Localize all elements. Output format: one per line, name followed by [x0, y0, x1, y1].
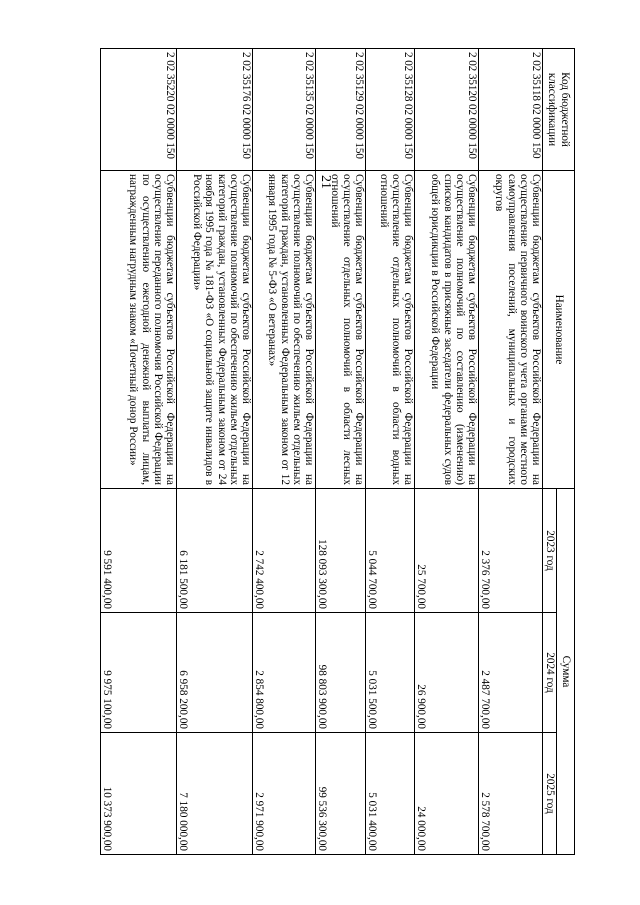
table-row [479, 49, 543, 855]
row-value-2025: 5 031 400,00 [366, 733, 415, 855]
row-value-2024: 5 031 500,00 [366, 613, 415, 733]
table-row [316, 49, 366, 855]
row-code: 2 02 35135 02 0000 150 [253, 49, 316, 171]
row-value-2023: 9 591 400,00 [101, 489, 177, 613]
table-row [177, 49, 253, 855]
row-value-2024: 6 958 200,00 [177, 613, 253, 733]
table-row [366, 49, 415, 855]
row-code: 2 02 35118 02 0000 150 [479, 49, 543, 171]
row-value-2025: 10 373 900,00 [101, 733, 177, 855]
row-value-2024: 98 803 900,00 [316, 613, 366, 733]
row-code: 2 02 35128 02 0000 150 [366, 49, 415, 171]
row-value-2024: 2 854 800,00 [253, 613, 316, 733]
row-code: 2 02 35120 02 0000 150 [415, 49, 479, 171]
row-code: 2 02 35129 02 0000 150 [316, 49, 366, 171]
row-value-2023: 128 093 300,00 [316, 489, 366, 613]
row-name: Субвенции бюджетам субъектов Российской Федерации на осуществление полномочий по обеспечению жильем отдельных категорий граждан, установленных Федеральным законом от 24 ноября 1995 года № 181-ФЗ «О социальной защите инвалидов в Российской Федерации» [177, 171, 253, 489]
row-value-2023: 2 376 700,00 [479, 489, 543, 613]
header-code: Код бюджетной классификации [543, 49, 575, 171]
row-value-2023: 25 700,00 [415, 489, 479, 613]
row-value-2023: 5 044 700,00 [366, 489, 415, 613]
row-name: Субвенции бюджетам субъектов Российской Федерации на осуществление первичного воинского учета органами местного самоуправления поселений, муниципальных и городских округов [479, 171, 543, 489]
row-value-2025: 2 971 900,00 [253, 733, 316, 855]
table-row [253, 49, 316, 855]
row-value-2024: 26 900,00 [415, 613, 479, 733]
row-value-2023: 6 181 500,00 [177, 489, 253, 613]
row-value-2025: 2 578 700,00 [479, 733, 543, 855]
header-year-2024: 2024 год [543, 613, 557, 733]
row-name: Субвенции бюджетам субъектов Российской Федерации на осуществление отдельных полномочий в области водных отношений [366, 171, 415, 489]
row-code: 2 02 35220 02 0000 150 [101, 49, 177, 171]
rotated-table-container [101, 48, 575, 854]
table-row [101, 49, 177, 855]
row-value-2025: 7 180 000,00 [177, 733, 253, 855]
row-value-2024: 2 487 700,00 [479, 613, 543, 733]
header-year-2023: 2023 год [543, 489, 557, 613]
row-name: Субвенции бюджетам субъектов Российской Федерации на осуществление отдельных полномочий в области лесных отношений [316, 171, 366, 489]
row-value-2025: 24 000,00 [415, 733, 479, 855]
budget-table [100, 48, 575, 855]
row-value-2024: 9 975 100,00 [101, 613, 177, 733]
row-value-2025: 99 536 300,00 [316, 733, 366, 855]
header-year-2025: 2025 год [543, 733, 557, 855]
row-code: 2 02 35176 02 0000 150 [177, 49, 253, 171]
table-row [415, 49, 479, 855]
row-name: Субвенции бюджетам субъектов Российской Федерации на осуществление полномочий по обеспечению жильем отдельных категорий граждан, установленных Федеральным законом от 12 января 1995 года № 5-ФЗ «О ветеранах» [253, 171, 316, 489]
page-number: 21 [318, 175, 333, 189]
row-name: Субвенции бюджетам субъектов Российской Федерации на осуществление полномочий по составлению (изменению) списков кандидатов в присяжные заседатели федеральных судов общей юрисдикции в Российской Федерации [415, 171, 479, 489]
row-value-2023: 2 742 400,00 [253, 489, 316, 613]
header-sum: Сумма [557, 489, 575, 855]
row-name: Субвенции бюджетам субъектов Российской Федерации на осуществление переданного полномочия Российской Федерации по осуществлению ежегодной денежной выплаты лицам, награжденным нагрудным знаком «Почетный донор России» [101, 171, 177, 489]
header-name: Наименование [543, 171, 575, 489]
